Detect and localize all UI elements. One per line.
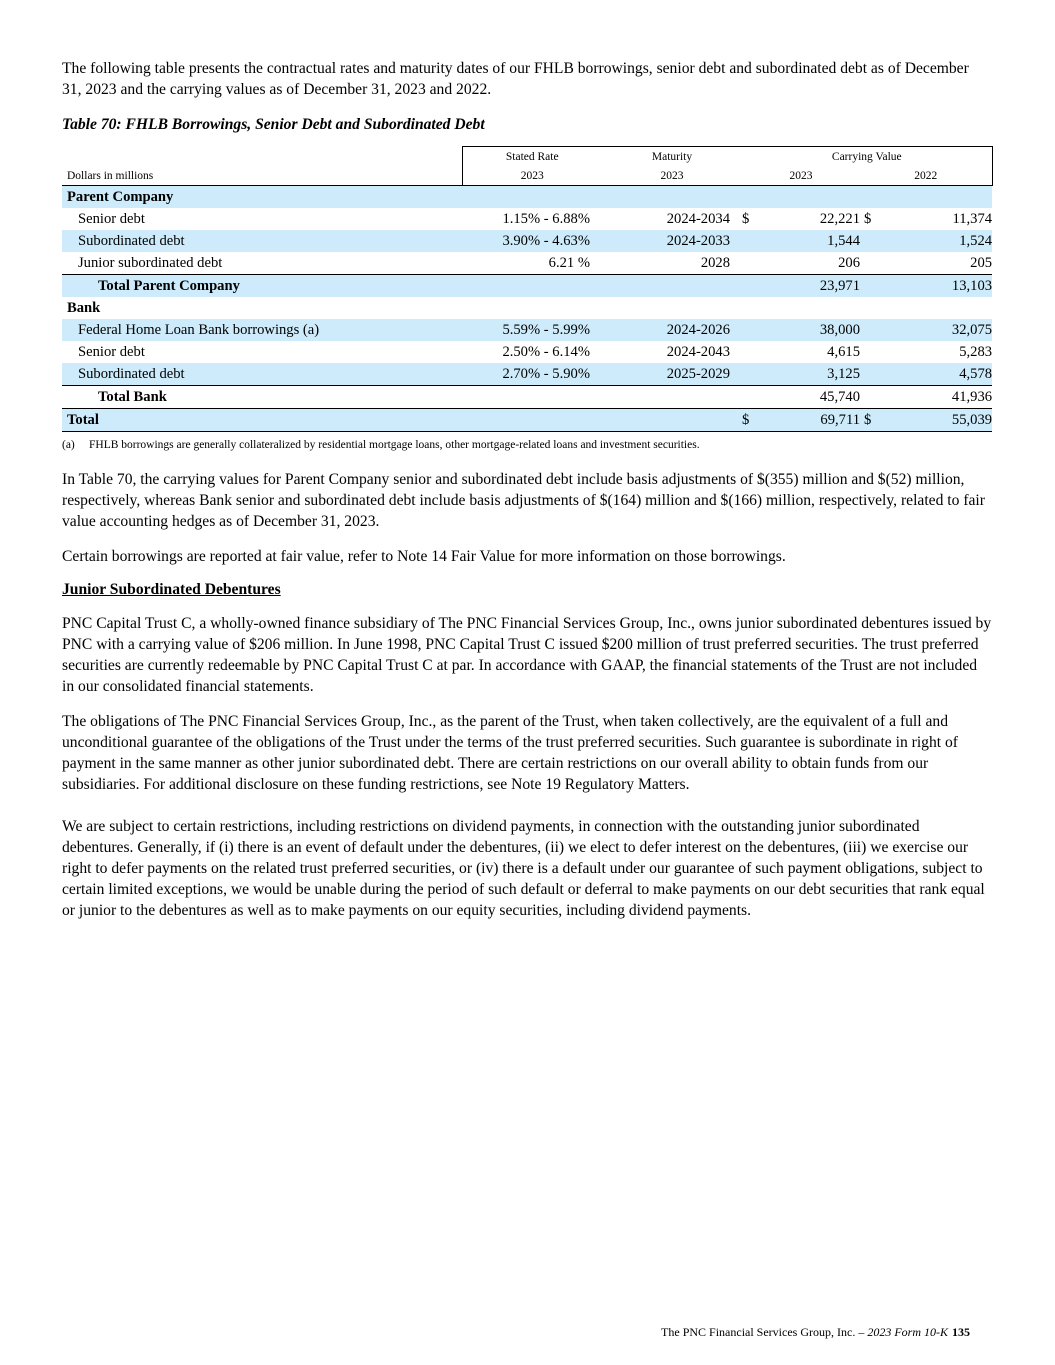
row-rate: 3.90% - 4.63% [462,230,602,252]
paragraph-basis-adjustments: In Table 70, the carrying values for Parent Company senior and subordinated debt include basis adjustments of $(355) million and $(52) million, respectively, whereas Bank senior and subordinated debt include basis adjustments of $(164) million and $(166) million, respectively, related to fair value accounting hedges as of December 31, 2023. [62,471,985,530]
row-rate: 2.50% - 6.14% [502,343,590,360]
maturity-header: Maturity [602,147,742,167]
subtotal-2022: 13,103 [878,275,992,298]
page-footer [0,1325,970,1340]
footer-form: 2023 Form 10-K [867,1325,948,1339]
row-label: Senior debt [78,343,145,360]
row-maturity: 2025-2029 [602,363,742,386]
row-value-2023: 38,000 [760,319,860,341]
footer-company: The PNC Financial Services Group, Inc. – [661,1325,868,1339]
subtotal-2023: 23,971 [760,275,860,298]
row-maturity: 2028 [700,254,730,271]
section-row [62,297,992,319]
currency-symbol: $ [742,210,750,227]
intro-paragraph: The following table presents the contractual rates and maturity dates of our FHLB borrowings, senior debt and subordinated debt as of December 31, 2023 and the carrying values as of December 31, 2023 and 2022. [62,60,969,98]
table-row [62,363,992,386]
table-title: Table 70: FHLB Borrowings, Senior Debt and Subordinated Debt [62,116,485,133]
subtotal-row [62,275,992,298]
paragraph-restrictions: We are subject to certain restrictions, including restrictions on dividend payments, in connection with the outstanding junior subordinated debentures. Generally, if (i) there is an event of default under the debentures, (ii) we elect to defer interest on the debentures, (iii) we exercise our right to defer payments on the related trust preferred securities, or (iv) there is a default under our guarantee of such payment obligations, subject to certain limited exceptions, we would be unable during the period of such default or deferral to make payments on our debt securities that rank equal or junior to the debentures as well as to make payments on our equity securities, including dividend payments. [62,818,985,919]
section-heading: Junior Subordinated Debentures [62,581,281,598]
row-value-2022: 1,524 [878,230,992,252]
table-row [62,230,992,252]
header-row-2 [62,166,992,186]
carrying-2022-header: 2022 [860,166,992,186]
row-value-2022: 205 [970,254,993,271]
dollars-header: Dollars in millions [62,166,462,186]
row-value-2023: 4,615 [827,343,860,360]
page-number: 135 [952,1325,970,1339]
rate-year-header: 2023 [462,166,602,186]
currency-symbol: $ [742,409,760,432]
row-maturity: 2024-2043 [666,343,730,360]
row-value-2023: 1,544 [760,230,860,252]
footnote-marker: (a) [62,439,75,451]
grand-total-row [62,409,992,432]
row-value-2023: 3,125 [760,363,860,386]
row-rate: 1.15% - 6.88% [502,210,590,227]
table-footnote [62,439,992,451]
row-label: Junior subordinated debt [78,254,223,271]
table-row [62,341,992,363]
table-row [62,319,992,341]
carrying-value-header: Carrying Value [742,147,992,167]
section-title: Bank [67,299,101,316]
header-row-1 [62,147,992,167]
table-row [62,208,992,230]
row-maturity: 2024-2026 [602,319,742,341]
table-row [62,252,992,275]
section-row [62,186,992,209]
row-label: Subordinated debt [62,363,462,386]
grand-total-2022: 55,039 [878,409,992,432]
paragraph-capital-trust: PNC Capital Trust C, a wholly-owned finance subsidiary of The PNC Financial Services Group, Inc., owns junior subordinated debentures issued by PNC with a carrying value of $206 million. In June 1998, PNC Capital Trust C issued $200 million of trust preferred securities. The trust preferred securities are currently redeemable by PNC Capital Trust C at par. In accordance with GAAP, the financial statements of the Trust are not included in our consolidated financial statements. [62,615,992,695]
row-maturity: 2024-2033 [602,230,742,252]
paragraph-fair-value: Certain borrowings are reported at fair value, refer to Note 14 Fair Value for more information on those borrowings. [62,548,786,565]
carrying-2023-header: 2023 [742,166,860,186]
subtotal-label: Total Bank [62,386,462,409]
currency-symbol: $ [864,210,872,227]
row-value-2022: 4,578 [878,363,992,386]
row-value-2022: 11,374 [952,210,993,227]
row-label: Federal Home Loan Bank borrowings (a) [62,319,462,341]
row-rate: 2.70% - 5.90% [462,363,602,386]
debt-table [62,146,993,432]
row-rate: 6.21 % [548,254,590,271]
document-page [62,58,992,921]
subtotal-label: Total Parent Company [62,275,462,298]
subtotal-2023: 45,740 [760,386,860,409]
paragraph-obligations: The obligations of The PNC Financial Services Group, Inc., as the parent of the Trust, when taken collectively, are the equivalent of a full and unconditional guarantee of the obligations of the Trust under the terms of the trust preferred securities. Such guarantee is subordinate in right of payment in the same manner as other junior subordinated debt. There are certain restrictions on our overall ability to obtain funds from our subsidiaries. For additional disclosure on these funding restrictions, see Note 19 Regulatory Matters. [62,713,958,793]
grand-total-2023: 69,711 [760,409,860,432]
grand-total-label: Total [62,409,462,432]
row-label: Senior debt [78,210,145,227]
footnote-text: FHLB borrowings are generally collateralized by residential mortgage loans, other mortgage-related loans and investment securities. [89,439,700,451]
stated-rate-header: Stated Rate [462,147,602,167]
subtotal-row [62,386,992,409]
row-maturity: 2024-2034 [666,210,730,227]
section-title: Parent Company [62,186,992,209]
row-value-2022: 5,283 [959,343,993,360]
row-rate: 5.59% - 5.99% [462,319,602,341]
currency-symbol: $ [860,409,878,432]
row-label: Subordinated debt [62,230,462,252]
row-value-2022: 32,075 [878,319,992,341]
row-value-2023: 22,221 [819,210,860,227]
maturity-year-header: 2023 [602,166,742,186]
row-value-2023: 206 [838,254,860,271]
subtotal-2022: 41,936 [878,386,992,409]
